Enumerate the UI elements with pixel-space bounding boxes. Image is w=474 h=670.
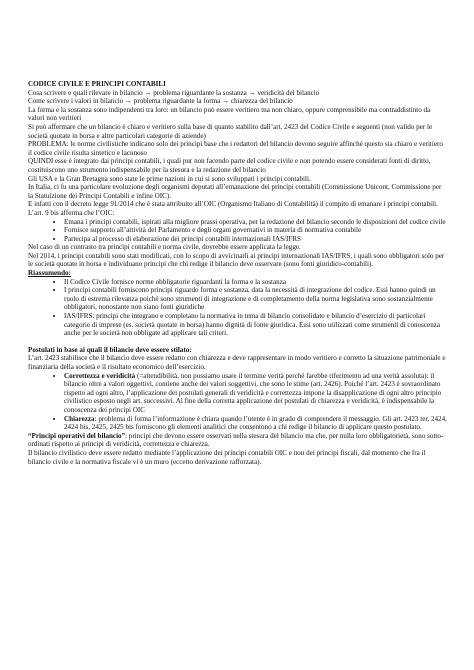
list-item: • Il Codice Civile fornisce norme obbligatorie riguardanti la forma e la sostanza xyxy=(64,278,448,287)
paragraph-5: PROBLEMA: le norme civilistiche indicano solo dei principi base che i redattori del bilancio devono seguire affinché questo sia chiaro e veritiero il codice civile risulta sintetico e lacunoso xyxy=(28,140,443,157)
paragraph-9: E infatti con il decreto legge 91/2014 che è stata attribuito all’OIC (Organismo Italiano di Contabilità) il compito di emanare i principi contabili. L’art. 9 bis afferma che l’OIC: xyxy=(28,200,438,217)
postulato-text: (=attendibilità, non possiamo usare il termine verità perché farebbe riferimento ad una verità assoluta): il bilancio oltre a valori oggettivi, contiene anche dei valori soggettivi, che sono le stime (art. 2426). Poiché l’art. 2423 è sovraordinato rispetto ad ogni altro, l’applicazione dei postulati generali di veridicità e correttezza impone la disapplicazione di ogni altro principio civilistico esposto negli art. successivi. Al fine della corretta applicazione dei postulati di chiarezza e veridicità, è indispensabile la conoscenza dei principi OIC xyxy=(64,371,442,414)
document-page xyxy=(28,80,448,466)
paragraph-2: Come scrivere i valori in bilancio → problema riguardante la forma → chiarezza del bilancio xyxy=(28,97,293,106)
summary-bullet-list xyxy=(28,278,448,338)
paragraph-6: QUINDI esse è integrato dai principi contabili, i quali pur non facendo parte del codice civile e non potendo essere considerati fonti di diritto, costituiscono uno strumento indispensabile per la stesura e la redazione del bilancio xyxy=(28,157,431,174)
list-item: • Partecipa al processo di elaborazione dei principi contabili internazionali IAS/IFRS xyxy=(64,235,448,244)
closing-paragraph xyxy=(28,432,448,449)
list-item xyxy=(64,372,448,415)
document-title: CODICE CIVILE E PRINCIPI CONTABILI xyxy=(28,80,166,88)
postulato-text: : problema di forma l’informazione è chiara quando l’utente è in grado di comprendere il messaggio. Gli art. 2423 ter, 2424, 2424 bis, 2425, 2425 bis forniscono gli elementi analitici che consentono a chi redige il bilancio di applicare questo postulato. xyxy=(64,414,447,432)
closing-text: : principi che devono essere osservati nella stesura del bilancio ma che, per nulla loro obbligatorietà, sono sotto-ordinati rispetto ai principi di veridicità, correttezza e chiarezza. xyxy=(28,431,444,449)
paragraph-1: Cosa scrivere e quali rilevare in bilancio → problema riguardante la sostanza → veridicità del bilancio xyxy=(28,88,320,97)
list-item: • Fornisce supporto all’attività del Parlamento e degli organi governativi in materia di normativa contabile xyxy=(64,226,448,235)
section-intro: L’art. 2423 stabilisce che il bilancio deve essere redatto con chiarezza e deve rappresentare in modo veritiero e corretto la situazione patrimoniale e finanziaria della società e il risultato economico dell’esercizio. xyxy=(28,354,446,371)
list-item: • I principi contabili forniscono principi riguardo forma e sostanza, data la necessità di integrazione del codice. Essi hanno quindi un ruolo di estrema rilevanza poiché sono strumenti di integrazione e di completamento della norma legislativa sono sostanzialmente obbligatori, nonostante non siano fonti giuridiche xyxy=(64,286,448,312)
postulato-label: Chiarezza xyxy=(64,414,95,423)
postulato-label: Correttezza e veridicità xyxy=(64,371,136,380)
paragraph-11: Nel 2014, i principi contabili sono stati modificati, con lo scopo di avvicinarli ai principi internazionali IAS/IFRS, i quali sono obbligatori solo per le società quotate in borsa e individuano principi che chi redige il bilancio deve osservare (sono fonti giuridico-contabili). xyxy=(28,251,445,269)
paragraph-7: Gli USA e la Gran Bretagna sono state le prime nazioni in cui si sono sviluppati i principi contabili. xyxy=(28,174,311,183)
paragraph-3: La forma e la sostanza sono indipendenti tra loro: un bilancio può essere veritiero ma non chiaro, oppure comprensibile ma contraddistinto da valori non veritieri xyxy=(28,105,431,123)
paragraph-4: Si può affermare che un bilancio è chiaro e veritiero sulla base di quanto stabilito dall’art. 2423 del Codice Civile e seguenti (non valido per le società quotate in borsa e altre particolari categorie di aziende) xyxy=(28,122,433,140)
section-gap xyxy=(28,338,448,346)
list-item: • Emana i principi contabili, ispirati alla migliore prassi operativa, per la redazione del bilancio secondo le disposizioni del codice civile xyxy=(64,218,448,227)
closing-heading: “Principi operativi del bilancio” xyxy=(28,431,126,440)
paragraph-10: Nel caso di un contrasto tra principi contabili e norma civile, dovrebbe essere applicata la legge. xyxy=(28,243,301,252)
paragraph-8: In Italia, ci fu una particolare evoluzione degli organismi deputati all’emanazione dei principi contabili (Commissione Unicont, Commissione per la Statuizione dei Principi Contabili e infine OIC). xyxy=(28,183,442,200)
summary-heading: Riassumendo: xyxy=(28,269,71,278)
closing-line: Il bilancio civilistico deve essere redatto mediante l’applicazione dei principi contabili OIC e non dei principi fiscali, dal momento che fra il bilancio civile e la normativa fiscale vi è un muro (eccetto derivazione rafforzata). xyxy=(28,448,426,466)
postulati-list xyxy=(28,372,448,432)
section-title: Postulati in base ai quali il bilancio deve essere stilato: xyxy=(28,345,192,354)
list-item xyxy=(64,415,448,432)
list-item: • IAS/IFRS: principi che integrano e completano la normativa in tema di bilancio consolidato e bilancio d’esercizio di particolari categorie di imprese (es. società quotate in borsa) hanno dignità di fonte giuridica. Essi sono utilizzati come strumenti di conoscenza anche per le società non obbligate ad applicare tali criteri. xyxy=(64,312,448,338)
oic-bullet-list xyxy=(28,218,448,244)
